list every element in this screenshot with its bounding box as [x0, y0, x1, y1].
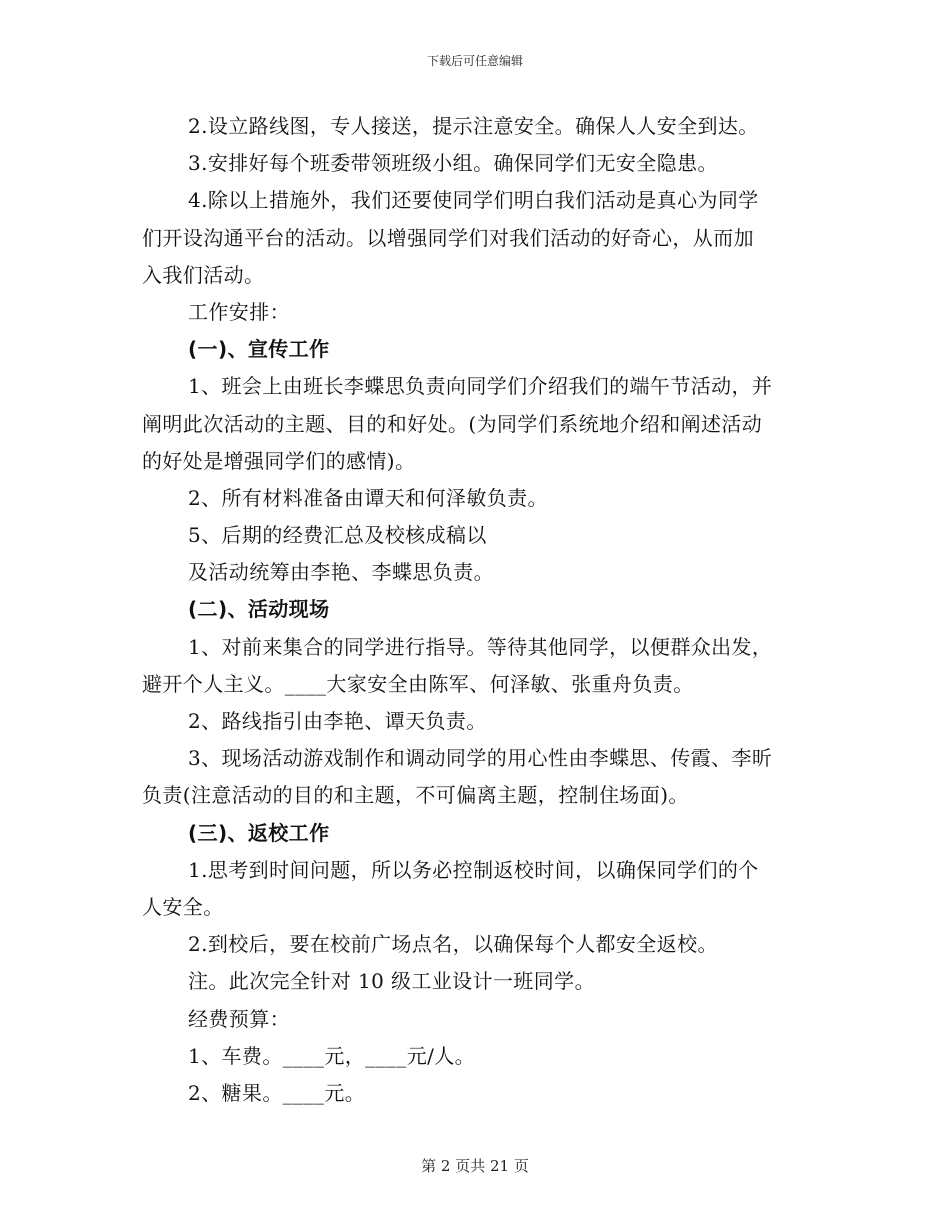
text-line: 入我们活动。 [142, 262, 265, 287]
page-header: 下载后可任意编辑 [426, 54, 523, 68]
text-line: 2、路线指引由李艳、谭天负责。 [188, 709, 487, 733]
text-line: 阐明此次活动的主题、目的和好处。(为同学们系统地介绍和阐述活动 [142, 411, 763, 436]
page-footer: 第 2 页共 21 页 [421, 1157, 529, 1175]
section-heading: (三)、返校工作 [188, 820, 330, 845]
text-line: 4.除以上措施外，我们还要使同学们明白我们活动是真心为同学 [188, 188, 759, 213]
text-line: 2.到校后，要在校前广场点名，以确保每个人都安全返校。 [188, 932, 718, 957]
text-line: 1、车费。____元，____元/人。 [188, 1043, 476, 1068]
text-line: 经费预算： [188, 1006, 290, 1031]
text-line: 们开设沟通平台的活动。以增强同学们对我们活动的好奇心，从而加 [142, 225, 754, 250]
text-line: 工作安排： [188, 299, 290, 324]
text-line: 避开个人主义。____大家安全由陈军、何泽敏、张重舟负责。 [142, 671, 694, 696]
text-line: 负责(注意活动的目的和主题，不可偏离主题，控制住场面)。 [142, 783, 689, 808]
text-line: 5、后期的经费汇总及校核成稿以 [188, 523, 487, 548]
text-line: 2、所有材料准备由谭天和何泽敏负责。 [188, 485, 548, 510]
text-line: 1、对前来集合的同学进行指导。等待其他同学，以便群众出发， [188, 634, 773, 659]
text-line: 1、班会上由班长李蝶思负责向同学们介绍我们的端午节活动，并 [188, 374, 773, 399]
text-line: 3.安排好每个班委带领班级小组。确保同学们无安全隐患。 [188, 151, 718, 176]
text-line: 2、糖果。____元。 [188, 1080, 366, 1105]
text-line: 3、现场活动游戏制作和调动同学的用心性由李蝶思、传霞、李昕 [188, 746, 773, 771]
document-body [142, 108, 812, 1112]
text-line: 1.思考到时间问题，所以务必控制返校时间，以确保同学们的个 [188, 857, 759, 882]
section-heading: (一)、宣传工作 [188, 337, 330, 362]
text-line: 注。此次完全针对 10 级工业设计一班同学。 [188, 969, 595, 994]
text-line: 的好处是增强同学们的感情)。 [142, 448, 416, 473]
text-line: 及活动统筹由李艳、李蝶思负责。 [188, 560, 494, 585]
section-heading: (二)、活动现场 [188, 597, 330, 622]
text-line: 2.设立路线图，专人接送，提示注意安全。确保人人安全到达。 [188, 114, 759, 138]
text-line: 人安全。 [142, 894, 224, 919]
